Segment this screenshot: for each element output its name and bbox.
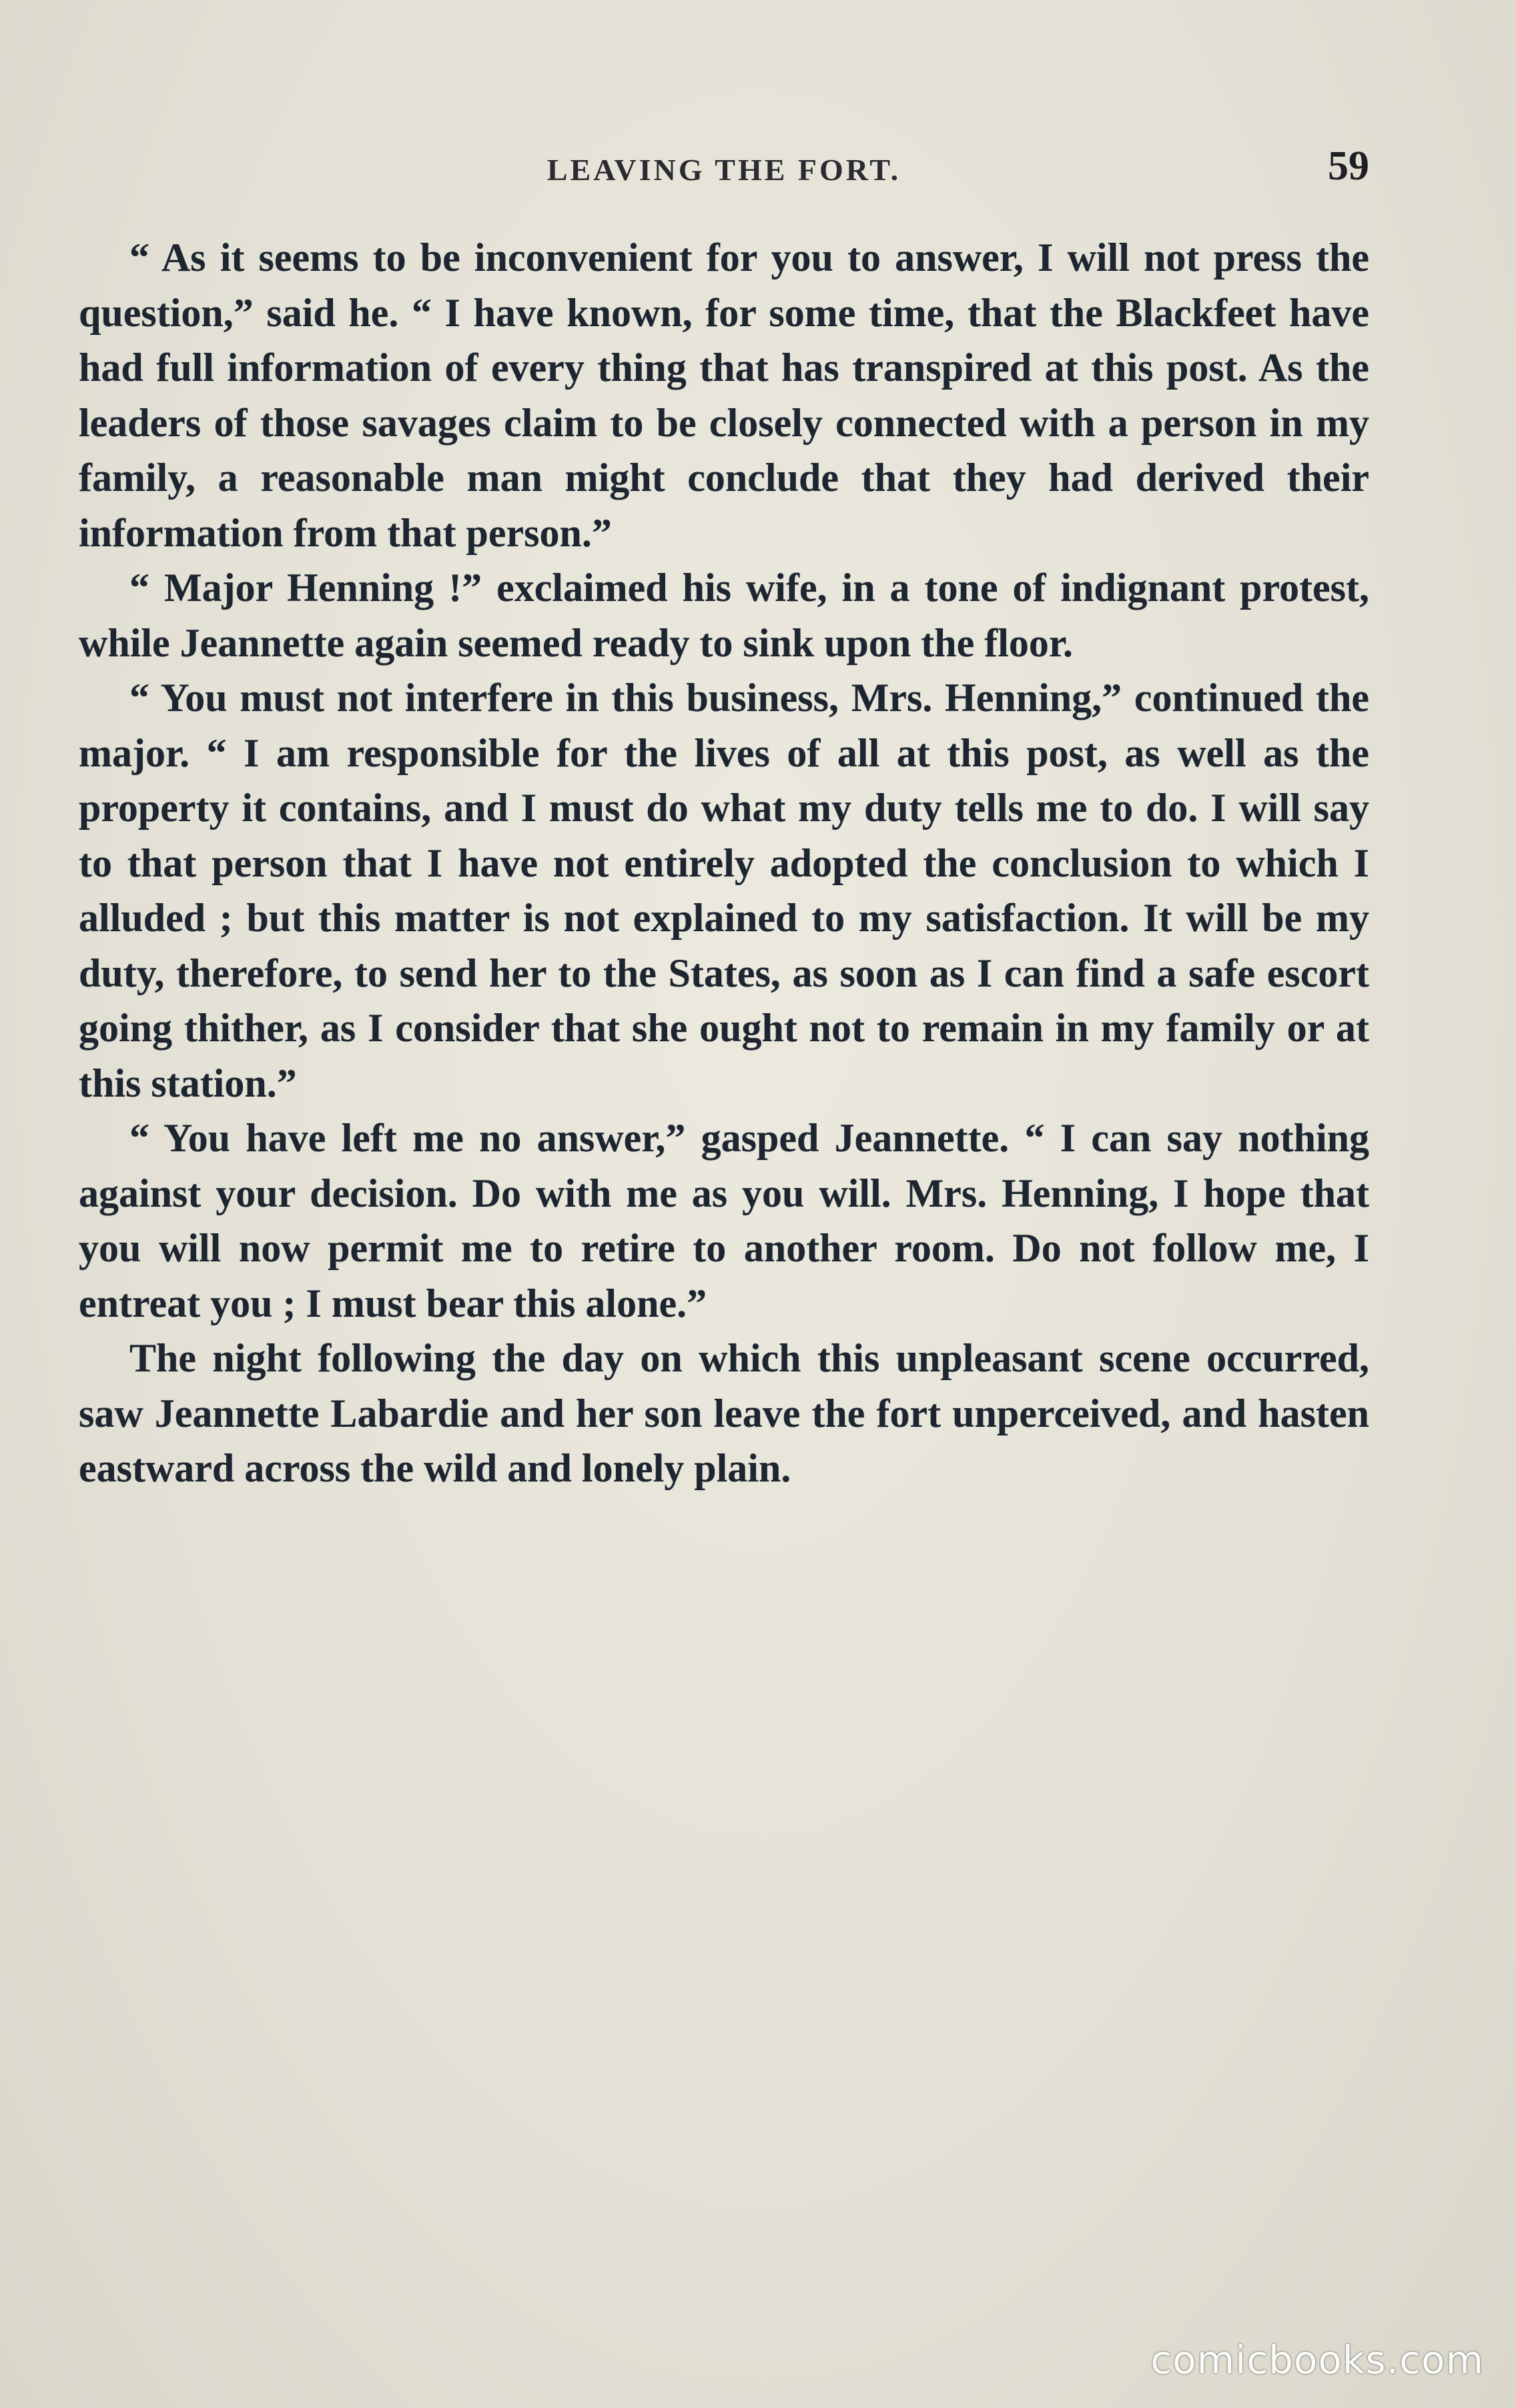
paragraph: “ Major Henning !” exclaimed his wife, in a tone of indignant protest, while Jeannette again seemed ready to sink upon the floor. [79,566,1369,665]
watermark: comicbooks.com [1150,2337,1484,2383]
paragraph: The night following the day on which this unpleasant scene occurred, saw Jeannette Labardie and her son leave the fort unperceived, and hasten eastward across the wild and lonely plain. [79,1336,1369,1490]
paragraph: “ As it seems to be inconvenient for you to answer, I will not press the question,” said he. “ I have known, for some time, that the Blackfeet have had full information of every thing that has transpired at this post. As the leaders of those savages claim to be closely connected with a person in my family, a reasonable man might conclude that they had derived their information from that person.” [79,235,1369,555]
reverse-page-show-through [73,80,1381,140]
paragraph: “ You must not interfere in this business, Mrs. Henning,” continued the major. “ I am responsible for the lives of all at this post, as well as the property it contains, and I must do what my duty tells me to do. I will say to that person that I have not entirely adopted the conclusion to which I alluded ; but this matter is not explained to my satisfaction. It will be my duty, therefore, to send her to the States, as soon as I can find a safe escort going thither, as I consider that she ought not to remain in my family or at this station.” [79,676,1369,1105]
page-header [79,140,1369,200]
paragraph: “ You have left me no answer,” gasped Jeannette. “ I can say nothing against your decision. Do with me as you will. Mrs. Henning, I hope that you will now permit me to retire to another room. Do not follow me, I entreat you ; I must bear this alone.” [79,1116,1369,1325]
body-text [79,230,1369,1496]
running-title: LEAVING THE FORT. [546,153,901,187]
reverse-page-show-through [73,1854,1381,2361]
page-number: 59 [1328,143,1369,189]
